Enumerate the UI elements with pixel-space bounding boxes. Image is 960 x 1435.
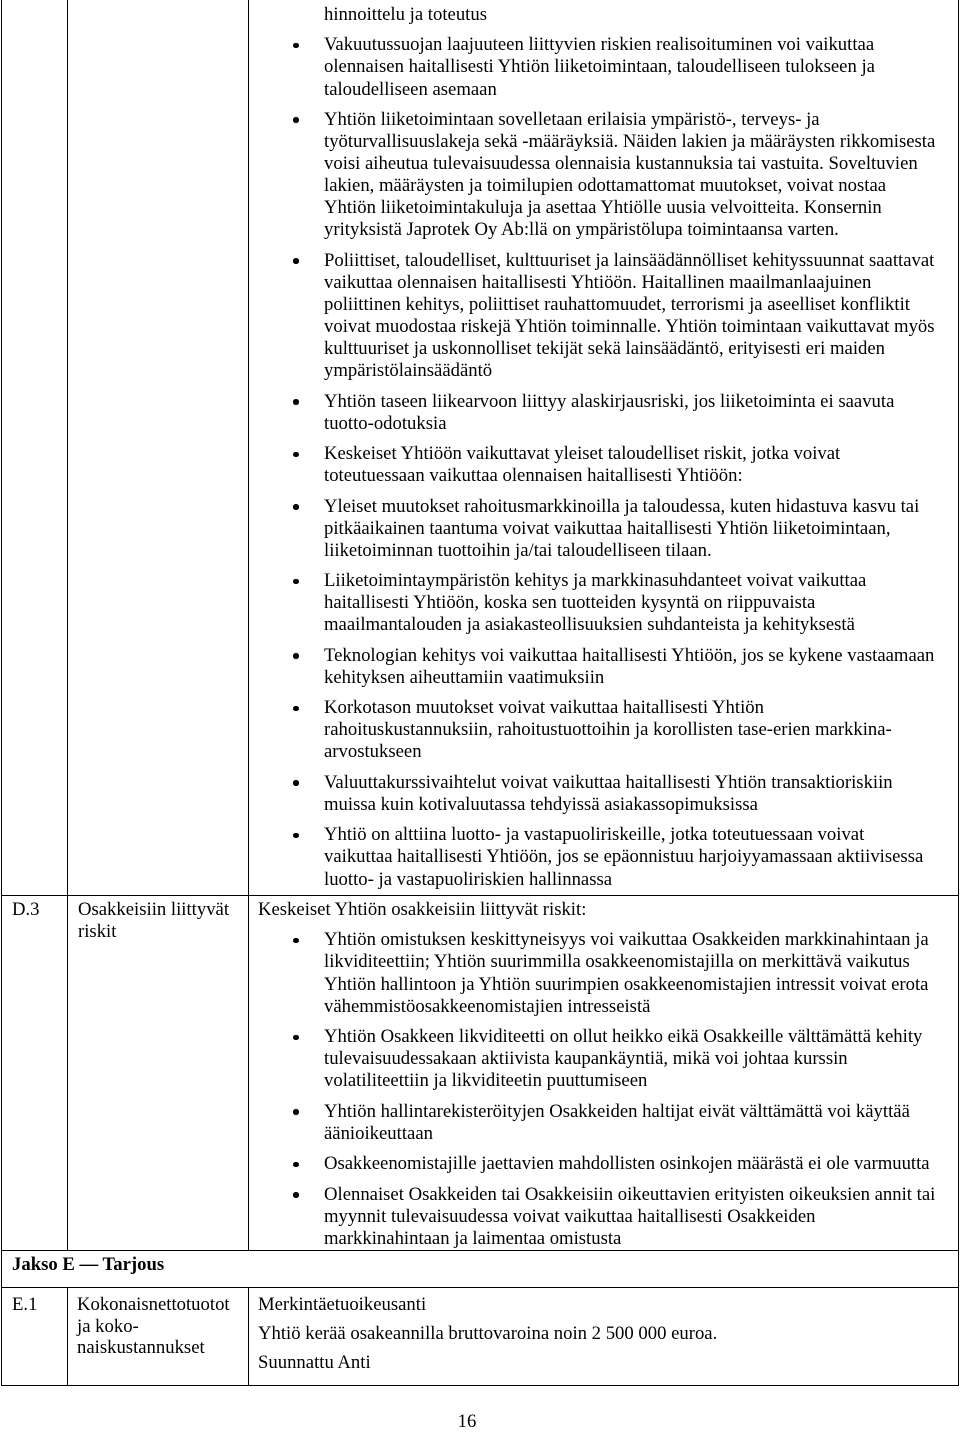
risk-text-line: Liiketoimintaympäristön kehitys ja markkinasuhdanteet voivat vaikuttaa xyxy=(324,570,867,592)
risk-list-item xyxy=(258,697,935,763)
risk-list-item xyxy=(258,443,935,487)
table-border-left xyxy=(1,0,2,1386)
bullet-icon xyxy=(293,653,299,659)
risk-text-line: Yhtiö on alttiina luotto- ja vastapuoliriskeille, jotka toteutuessaan voivat xyxy=(324,824,865,846)
bullet-icon xyxy=(293,706,299,712)
risk-text-line: lakien, määräysten ja toimilupien odottamattomat muutokset, voivat nostaa xyxy=(324,175,887,197)
risk-list-item xyxy=(258,496,935,562)
table-row-divider xyxy=(1,1287,959,1288)
risk-text-line: vähemmistöosakkeenomistajien intresseistä xyxy=(324,995,651,1017)
table-column-divider-code xyxy=(67,0,68,1250)
continued-text: hinnoittelu ja toteutus xyxy=(324,4,487,25)
risk-text-line: muissa kuin kotivaluutassa tehdyissä asiakassopimuksissa xyxy=(324,793,758,815)
risk-list-item xyxy=(258,391,935,435)
risk-text-line: yrityksistä Japrotek Oy Ab:llä on ympäristölupa toimintaansa varten. xyxy=(324,219,839,241)
risk-text-line: Yhtiön taseen liikearvoon liittyy alaskirjausriski, jos liiketoiminta ei saavuta xyxy=(324,390,895,412)
element-title-line: Osakkeisiin liittyvät xyxy=(78,899,230,920)
risk-text-line: arvostukseen xyxy=(324,741,422,763)
risk-text-line: Teknologian kehitys voi vaikuttaa haitallisesti Yhtiöön, jos se kykene vastaamaan xyxy=(324,644,935,666)
risk-text-line: poliittinen kehitys, poliittiset rauhattomuudet, terrorismi ja aseelliset konfliktit xyxy=(324,294,910,316)
section-title: Jakso E — Tarjous xyxy=(12,1254,165,1275)
bullet-icon xyxy=(293,579,299,585)
share-risks-cell xyxy=(258,899,935,1250)
risk-text-line: tuotto-odotuksia xyxy=(324,412,447,434)
element-code-text: E.1 xyxy=(12,1294,38,1315)
risk-text-line: rahoituskustannuksiin, rahoitustuottoihin ja korollisten tase-erien markkina- xyxy=(324,719,892,741)
offering-subheading: Suunnattu Anti xyxy=(258,1351,371,1373)
risk-list-item xyxy=(258,929,935,1017)
bullet-icon xyxy=(293,1109,299,1115)
element-title-line: ja koko- xyxy=(77,1315,139,1337)
risk-list-item xyxy=(258,109,935,242)
risk-text-line: myynnit tulevaisuudessa voivat vaikuttaa haitallisesti Osakkeiden xyxy=(324,1205,816,1227)
risk-text-line: Yhtiön Osakkeen likviditeetti on ollut heikko eikä Osakkeille välttämättä kehity xyxy=(324,1026,923,1048)
bullet-icon xyxy=(293,452,299,458)
risk-text-line: Yhtiön liiketoimintaan sovelletaan erilaisia ympäristö-, terveys- ja xyxy=(324,108,820,130)
element-title xyxy=(77,1294,230,1359)
risk-text-line: markkinahintaan ja laimentaa omistusta xyxy=(324,1227,622,1249)
risk-text-line: Yhtiön liiketoimintakuluja ja asettaa Yhtiölle uusia velvoitteita. Konsernin xyxy=(324,197,882,219)
risk-text-line: Vakuutussuojan laajuuteen liittyvien riskien realisoituminen voi vaikuttaa xyxy=(324,34,875,56)
risk-text-line: Korkotason muutokset voivat vaikuttaa haitallisesti Yhtiön xyxy=(324,697,764,719)
net-proceeds-cell xyxy=(258,1294,717,1374)
bullet-icon xyxy=(293,938,299,944)
bullet-icon xyxy=(293,1192,299,1198)
risk-text-line: tulevaisuudessakaan aktiivista kaupankäyntiä, mikä voi johtaa kurssin xyxy=(324,1048,848,1070)
risk-list xyxy=(258,34,935,890)
risk-description-cell xyxy=(258,4,935,891)
risk-text-line: Osakkeenomistajille jaettavien mahdollisten osinkojen määrästä ei ole varmuutta xyxy=(324,1153,930,1175)
risk-text-line: taloudelliseen asemaan xyxy=(324,78,497,100)
risk-text-line: Poliittiset, taloudelliset, kulttuuriset ja lainsäädännölliset kehityssuunnat saattavat xyxy=(324,249,935,271)
bullet-icon xyxy=(293,43,299,49)
risk-text-line: volatiliteettiin ja likviditeetin puuttumiseen xyxy=(324,1070,648,1092)
element-title xyxy=(78,899,229,942)
risk-text-line: maailmantalouden ja asiakasteollisuuksien suhdanteista ja kehityksestä xyxy=(324,614,855,636)
risk-list-item xyxy=(258,772,935,816)
risk-list-item xyxy=(258,824,935,890)
bullet-icon xyxy=(293,258,299,264)
risk-list-item xyxy=(258,1153,935,1175)
element-code xyxy=(12,1294,37,1316)
risk-list-item xyxy=(258,570,935,636)
element-title-line: riskit xyxy=(78,920,117,942)
risk-text-line: työturvallisuuslakeja sekä -määräyksiä. Näiden lakien ja määräysten rikkomisesta xyxy=(324,131,936,153)
table-column-divider-label xyxy=(248,0,249,1250)
table-column-divider-label xyxy=(248,1287,249,1386)
risk-text-line: ympäristölainsäädäntö xyxy=(324,360,493,382)
risk-text-line: Keskeiset Yhtiöön vaikuttavat yleiset taloudelliset riskit, jotka voivat xyxy=(324,443,841,465)
element-code xyxy=(12,899,40,921)
element-code-text: D.3 xyxy=(12,899,40,920)
bullet-icon xyxy=(293,780,299,786)
bullet-icon xyxy=(293,117,299,123)
risk-list-item xyxy=(258,1184,935,1250)
proceeds-text: Yhtiö kerää osakeannilla bruttovaroina noin 2 500 000 euroa. xyxy=(258,1322,718,1344)
risk-text-line: voisi aiheutua tulevaisuudessa olennaisia kustannuksia tai vastuita. Soveltuvien xyxy=(324,153,918,175)
risk-text-line: haitallisesti Yhtiöön, koska sen tuotteiden kysyntä on riippuvaista xyxy=(324,592,816,614)
table-row-divider xyxy=(1,1250,959,1251)
risk-text-line: olennaisen haitallisesti Yhtiön liiketoimintaan, taloudelliseen tulokseen ja xyxy=(324,56,875,78)
element-title-line: naiskustannukset xyxy=(77,1337,205,1358)
share-risk-list xyxy=(258,929,935,1249)
bullet-icon xyxy=(293,399,299,405)
share-risks-heading: Keskeiset Yhtiön osakkeisiin liittyvät riskit: xyxy=(258,899,587,920)
risk-list-item xyxy=(258,1026,935,1092)
risk-text-line: Yhtiön omistuksen keskittyneisyys voi vaikuttaa Osakkeiden markkinahintaan ja xyxy=(324,929,929,951)
risk-text-line: kehityksen aiheuttamiin vaatimuksiin xyxy=(324,666,605,688)
risk-text-line: kulttuuriset ja uskonnolliset tekijät sekä lainsäädäntö, erityisesti eri maiden xyxy=(324,338,886,360)
risk-list-item xyxy=(258,250,935,383)
risk-text-line: pitkäaikainen taantuma voivat vaikuttaa haitallisesti Yhtiön liiketoimintaan, xyxy=(324,517,891,539)
risk-text-line: likviditeettiin; Yhtiön suurimmilla osakkeenomistajilla on merkittävä vaikutus xyxy=(324,951,910,973)
risk-text-line: Yhtiön hallintoon ja Yhtiön suurimpien osakkeenomistajien intressit voivat erota xyxy=(324,973,929,995)
risk-text-line: voivat muodostaa riskejä Yhtiön toiminnalle. Yhtiön toimintaan vaikuttavat myös xyxy=(324,316,935,338)
table-border-bottom xyxy=(1,1385,959,1386)
risk-list-item xyxy=(258,34,935,100)
risk-text-line: toteutuessaan vaikuttaa olennaisen haitallisesti Yhtiöön: xyxy=(324,465,743,487)
risk-text-line: Valuuttakurssivaihtelut voivat vaikuttaa haitallisesti Yhtiön transaktioriskiin xyxy=(324,771,893,793)
risk-text-line: äänioikeuttaan xyxy=(324,1122,433,1144)
bullet-icon xyxy=(293,504,299,510)
table-row-divider xyxy=(1,895,959,896)
risk-text-line: Yleiset muutokset rahoitusmarkkinoilla ja taloudessa, kuten hidastuva kasvu tai xyxy=(324,495,920,517)
table-border-right xyxy=(958,0,959,1386)
element-title-line: Kokonaisnettotuotot xyxy=(77,1294,230,1315)
risk-text-line: vaikuttaa haitallisesti Yhtiöön, jos se epäonnistuu harjoiyyamassaan aktiivisessa xyxy=(324,846,924,868)
bullet-icon xyxy=(293,1035,299,1041)
risk-list-item xyxy=(258,645,935,689)
risk-text-line: luotto- ja vastapuoliriskien hallinnassa xyxy=(324,868,613,890)
risk-text-line: Olennaiset Osakkeiden tai Osakkeisiin oikeuttavien erityisten oikeuksien annit tai xyxy=(324,1183,936,1205)
risk-text-line: liiketoiminnan tuottoihin ja/tai taloudelliseen tilaan. xyxy=(324,539,712,561)
risk-text-line: vaikuttaa olennaisen haitallisesti Yhtiöön. Haitallinen maailmanlaajuinen xyxy=(324,271,872,293)
risk-text-line: Yhtiön hallintarekisteröityjen Osakkeiden haltijat eivät välttämättä voi käyttää xyxy=(324,1100,910,1122)
risk-list-item xyxy=(258,1101,935,1145)
page-number: 16 xyxy=(457,1411,477,1432)
bullet-icon xyxy=(293,833,299,839)
offering-subheading: Merkintäetuoikeusanti xyxy=(258,1294,427,1315)
bullet-icon xyxy=(293,1162,299,1168)
table-column-divider-code xyxy=(67,1287,68,1386)
